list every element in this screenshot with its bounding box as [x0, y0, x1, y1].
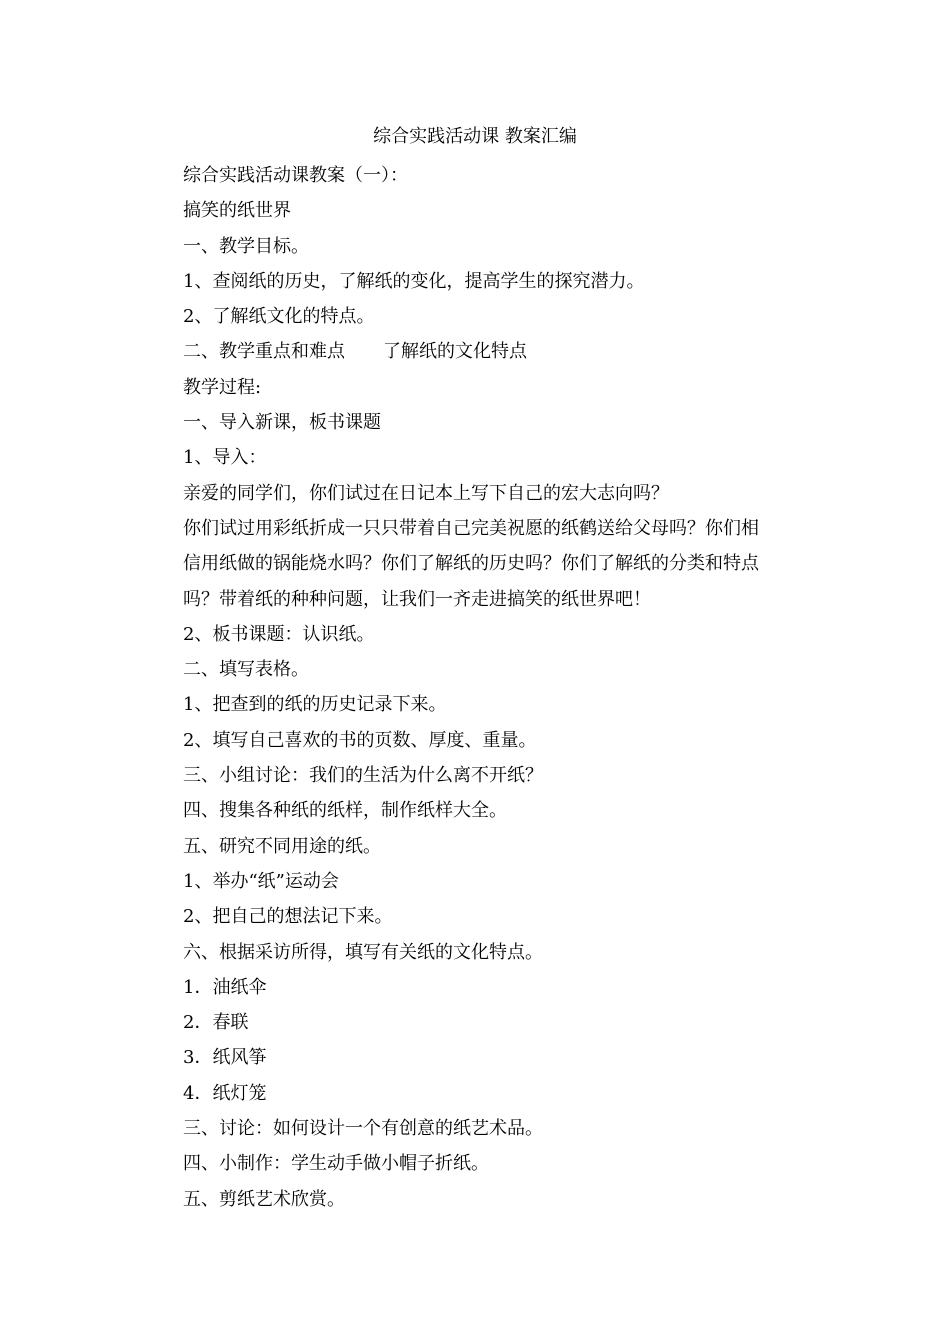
list-item: 2．春联	[183, 1012, 249, 1034]
text-line: 四、搜集各种纸的纸样，制作纸样大全。	[183, 800, 507, 822]
text-line: 四、小制作：学生动手做小帽子折纸。	[183, 1153, 489, 1175]
key-points-value: 了解纸的文化特点	[383, 341, 527, 363]
text-line: 教学过程:	[183, 376, 262, 398]
text-line: 六、根据采访所得，填写有关纸的文化特点。	[183, 941, 543, 963]
text-line: 1、把查到的纸的历史记录下来。	[183, 694, 447, 716]
text-line: 综合实践活动课教案（一）：	[183, 165, 408, 186]
text-line: 2、板书课题：认识纸。	[183, 623, 375, 645]
text-line: 五、研究不同用途的纸。	[183, 835, 381, 857]
key-points-line	[183, 334, 803, 369]
text-line: 2、填写自己喜欢的书的页数、厚度、重量。	[183, 729, 537, 751]
text-line: 三、小组讨论：我们的生活为什么离不开纸？	[183, 765, 543, 787]
text-line: 2、把自己的想法记下来。	[183, 906, 393, 928]
key-points-label: 二、教学重点和难点	[183, 341, 345, 363]
text-line: 一、导入新课，板书课题	[183, 412, 381, 434]
text-line: 三、讨论：如何设计一个有创意的纸艺术品。	[183, 1118, 543, 1140]
list-item: 3．纸风筝	[183, 1047, 267, 1069]
text-line: 2、了解纸文化的特点。	[183, 306, 375, 328]
list-item: 1．油纸伞	[183, 976, 267, 998]
text-line: 一、教学目标。	[183, 235, 309, 257]
text-line: 二、填写表格。	[183, 659, 309, 681]
text-line: 搞笑的纸世界	[183, 200, 291, 222]
paragraph-line: 信用纸做的锅能烧水吗？你们了解纸的历史吗？你们了解纸的分类和特点	[183, 553, 759, 575]
text-line: 1、查阅纸的历史，了解纸的变化，提高学生的探究潜力。	[183, 270, 645, 292]
document-title: 综合实践活动课 教案汇编	[373, 126, 577, 147]
list-item: 4．纸灯笼	[183, 1082, 267, 1104]
text-line: 1、导入：	[183, 447, 267, 469]
body-paragraph	[183, 511, 798, 617]
text-line: 1、举办“纸”运动会	[183, 870, 339, 892]
paragraph-line: 你们试过用彩纸折成一只只带着自己完美祝愿的纸鹤送给父母吗？你们相	[183, 517, 759, 539]
paragraph-line: 吗？带着纸的种种问题，让我们一齐走进搞笑的纸世界吧！	[183, 588, 651, 610]
document-body	[183, 158, 803, 1217]
text-line: 五、剪纸艺术欣赏。	[183, 1188, 345, 1210]
text-line: 亲爱的同学们，你们试过在日记本上写下自己的宏大志向吗？	[183, 482, 669, 504]
